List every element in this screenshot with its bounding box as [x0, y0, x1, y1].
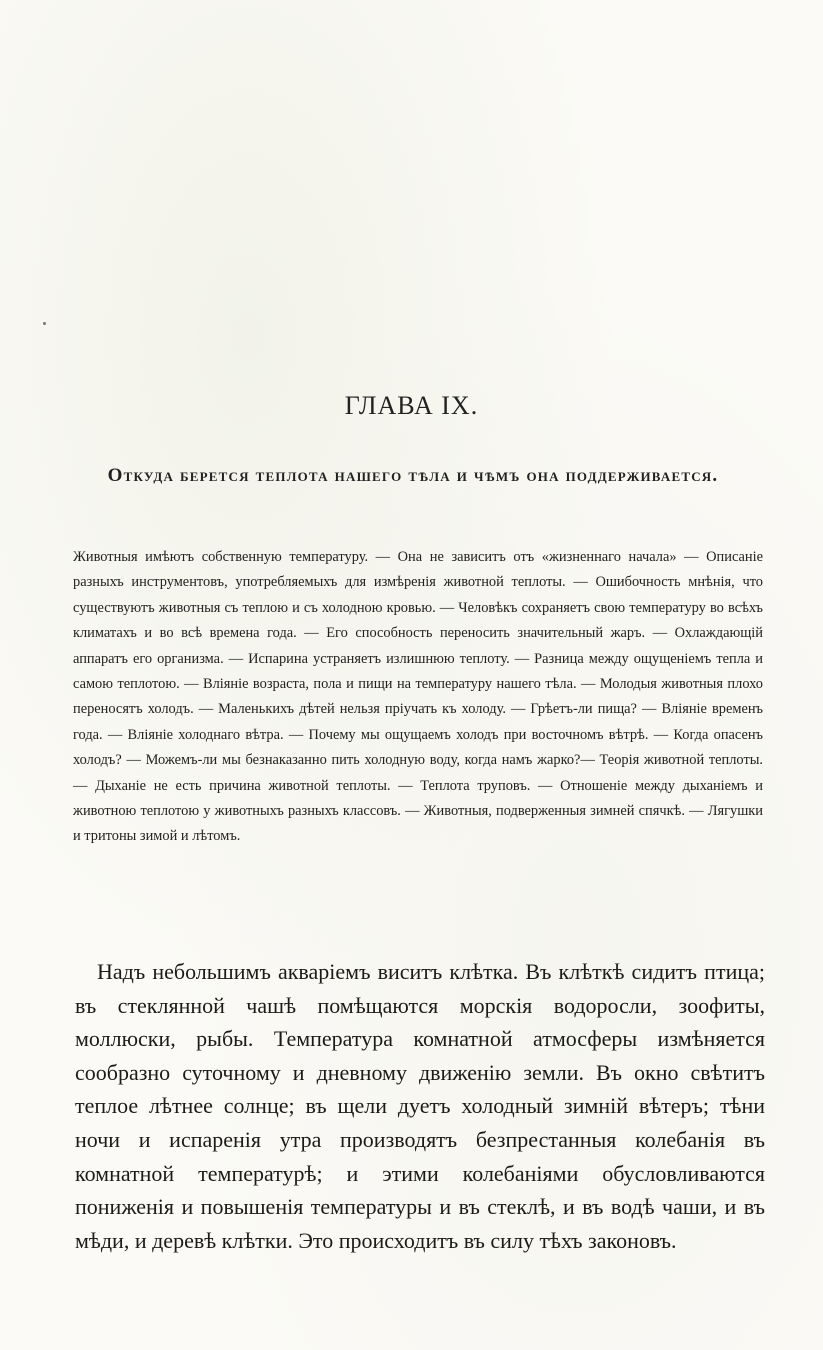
chapter-title: ГЛАВА IX.	[344, 391, 479, 420]
print-speck	[43, 322, 46, 325]
chapter-subtitle: Откуда берется теплота нашего тѣла и чѣмъ она поддерживается.	[107, 465, 719, 486]
chapter-summary: Животныя имѣютъ собственную температуру. — Она не зависитъ отъ «жизненнаго начала» — Описаніе разныхъ инструментовъ, употребляемыхъ для измѣренія животной теплоты. — Ошибочность мнѣнія, что существуютъ животныя съ теплою и съ холодною кровью. — Человѣкъ сохраняетъ свою температуру во всѣхъ климатахъ и во всѣ времена года. — Его способность переносить значительный жаръ. — Охлаждающій аппаратъ его организма. — Испарина устраняетъ излишнюю теплоту. — Разница между ощущеніемъ тепла и самою теплотою. — Вліяніе возраста, пола и пищи на температуру нашего тѣла. — Молодыя животныя плохо переносятъ холодъ. — Маленькихъ дѣтей нельзя пріучать къ холоду. — Грѣетъ-ли пища? — Вліяніе временъ года. — Вліяніе холоднаго вѣтра. — Почему мы ощущаемъ холодъ при восточномъ вѣтрѣ. — Когда опасенъ холодъ? — Можемъ-ли мы безнаказанно пить холодную воду, когда намъ жарко?— Теорія животной теплоты. — Дыханіе не есть причина животной теплоты. — Теплота труповъ. — Отношеніе между дыханіемъ и животною теплотою у животныхъ разныхъ классовъ. — Животныя, подверженныя зимней спячкѣ. — Лягушки и тритоны зимой и лѣтомъ.	[73, 549, 763, 845]
body-paragraph: Надъ небольшимъ акваріемъ виситъ клѣтка. Въ клѣткѣ сидитъ птица; въ стеклянной чашѣ помѣщаются морскія водоросли, зоофиты, моллюски, рыбы. Температура комнатной атмосферы измѣняется сообразно суточному и дневному движенію земли. Въ окно свѣтитъ теплое лѣтнее солнце; въ щели дуетъ холодный зимній вѣтеръ; тѣни ночи и испаренія утра производятъ безпрестанныя колебанія въ комнатной температурѣ; и этими колебаніями обусловливаются пониженія и повышенія температуры и въ стеклѣ, и въ водѣ чаши, и въ мѣди, и деревѣ клѣтки. Это происходитъ въ силу тѣхъ законовъ.	[75, 959, 765, 1253]
